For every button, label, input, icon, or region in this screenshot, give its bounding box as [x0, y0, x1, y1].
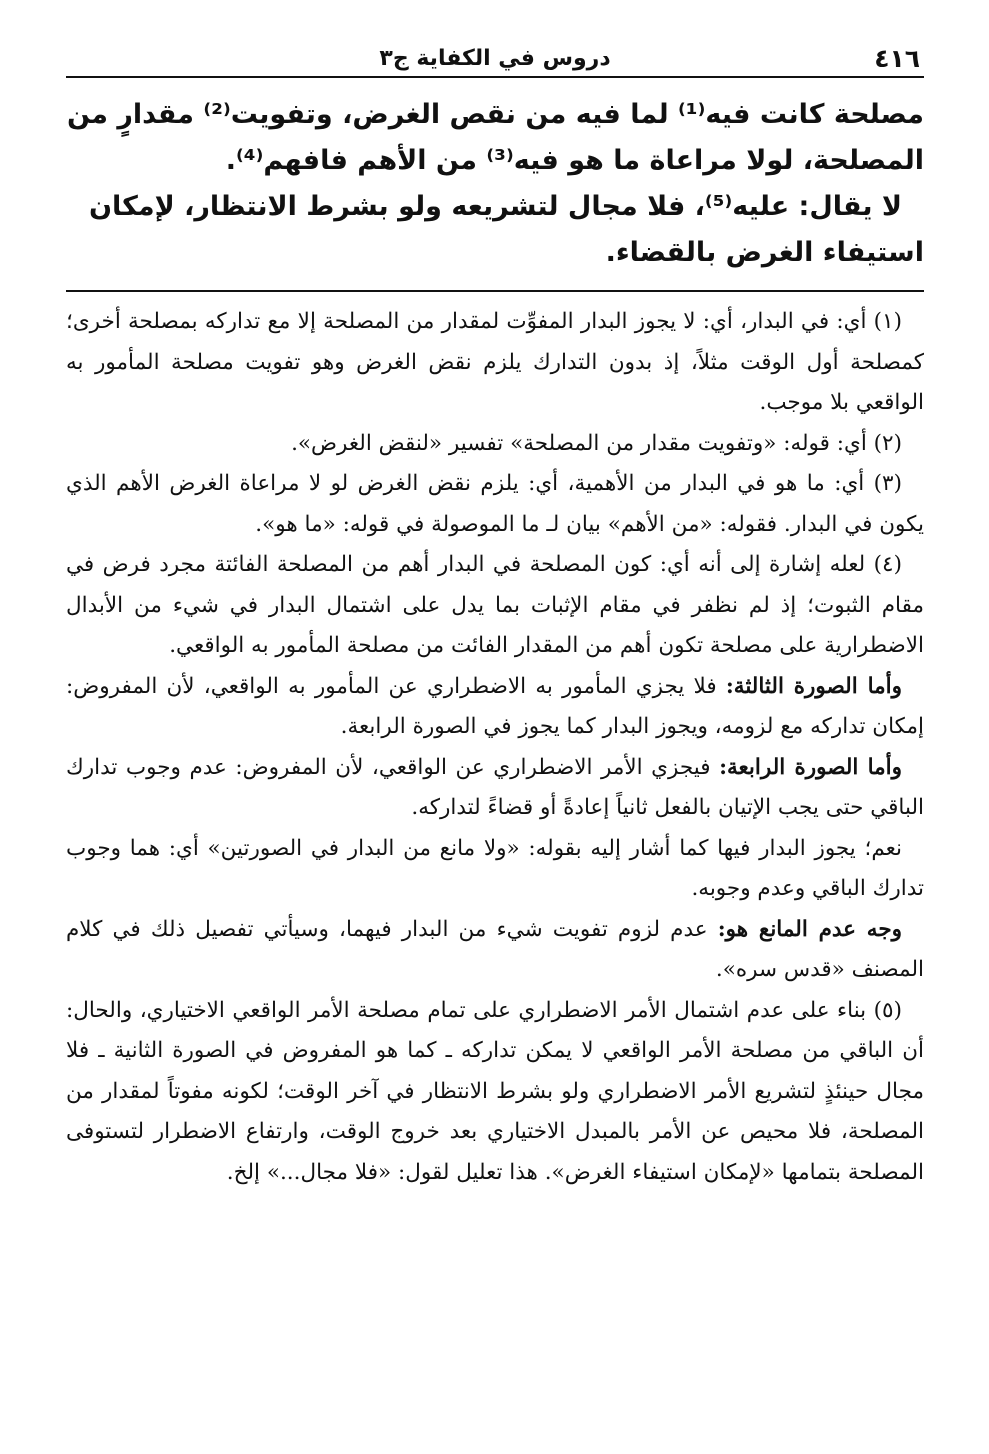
paragraph-naam: نعم؛ يجوز البدار فيها كما أشار إليه بقوله: «ولا مانع من البدار في الصورتين» أي: هما وجوب تدارك الباقي وعدم وجوبه.	[66, 835, 924, 901]
footnote-separator	[66, 290, 924, 292]
footnote-1: (١) أي: في البدار، أي: لا يجوز البدار المفوِّت لمقدار من المصلحة إلا مع تداركه بمصلحة أخرى؛ كمصلحة أول الوقت مثلاً، إذ بدون التدارك يلزم نقض الغرض وهو تفويت مصلحة المأمور به الواقعي بلا موجب.	[66, 309, 924, 415]
footnote-2: (٢) أي: قوله: «وتفويت مقدار من المصلحة» تفسير «لنقض الغرض».	[291, 430, 902, 456]
fourth-form-heading: وأما الصورة الرابعة:	[719, 754, 903, 780]
footnote-4: (٤) لعله إشارة إلى أنه أي: كون المصلحة في البدار أهم من المصلحة الفائتة مجرد فرض في مقام الثبوت؛ إذ لم نظفر في مقام الإثبات بما يدل على اشتمال البدار في شيء من الأبدال الاضطرارية على مصلحة تكون أهم من المقدار الفائت من مصلحة المأمور به الواقعي.	[66, 552, 924, 658]
running-title: دروس في الكفاية ج٣	[379, 46, 611, 71]
main-paragraph-1: مصلحة كانت فيه⁽¹⁾ لما فيه من نقص الغرض، وتفويت⁽²⁾ مقدارٍ من المصلحة، لولا مراعاة ما هو فيه⁽³⁾ من الأهم فافهم⁽⁴⁾.	[66, 99, 924, 176]
third-form-text: فلا يجزي المأمور به الاضطراري عن المأمور به الواقعي، لأن المفروض: إمكان تداركه مع لزومه، ويجوز البدار كما يجوز في الصورة الرابعة.	[66, 673, 924, 739]
footnote-5: (٥) بناء على عدم اشتمال الأمر الاضطراري على تمام مصلحة الأمر الواقعي الاختياري، والحال: أن الباقي من مصلحة الأمر الواقعي لا يمكن تداركه ـ كما هو المفروض في الصورة الثانية ـ فلا مجال حينئذٍ لتشريع الأمر الاضطراري ولو بشرط الانتظار في آخر الوقت؛ لكونه مفوتاً لمقدار من المصلحة، فلا محيص عن الأمر بالمبدل الاختياري بعد خروج الوقت، وارتفاع الاضطرار لتستوفى المصلحة بتمامها «لإمكان استيفاء الغرض». هذا تعليل لقول: «فلا مجال...» إلخ.	[66, 997, 924, 1185]
page-header	[66, 40, 924, 78]
third-form-heading: وأما الصورة الثالثة:	[725, 673, 902, 699]
reason-heading: وجه عدم المانع هو:	[717, 916, 902, 942]
paragraph-reason	[66, 910, 924, 991]
reason-text: عدم لزوم تفويت شيء من البدار فيهما، وسيأتي تفصيل ذلك في كلام المصنف «قدس سره».	[66, 916, 924, 982]
paragraph-fourth-form	[66, 748, 924, 829]
page-number: ٤١٦	[874, 44, 920, 73]
paragraph-third-form	[66, 667, 924, 748]
main-paragraph-2: لا يقال: عليه⁽⁵⁾، فلا مجال لتشريعه ولو بشرط الانتظار، لإمكان استيفاء الغرض بالقضاء.	[88, 191, 924, 268]
footnote-3: (٣) أي: ما هو في البدار من الأهمية، أي: يلزم نقض الغرض لو لا مراعاة الغرض الأهم الذي يكون في البدار. فقوله: «من الأهم» بيان لـ ما الموصولة في قوله: «ما هو».	[66, 471, 924, 537]
book-page	[66, 40, 924, 1193]
main-text	[66, 92, 924, 276]
footnotes	[66, 302, 924, 1193]
fourth-form-text: فيجزي الأمر الاضطراري عن الواقعي، لأن المفروض: عدم وجوب تدارك الباقي حتى يجب الإتيان بالفعل ثانياً إعادةً أو قضاءً لتداركه.	[66, 754, 924, 820]
